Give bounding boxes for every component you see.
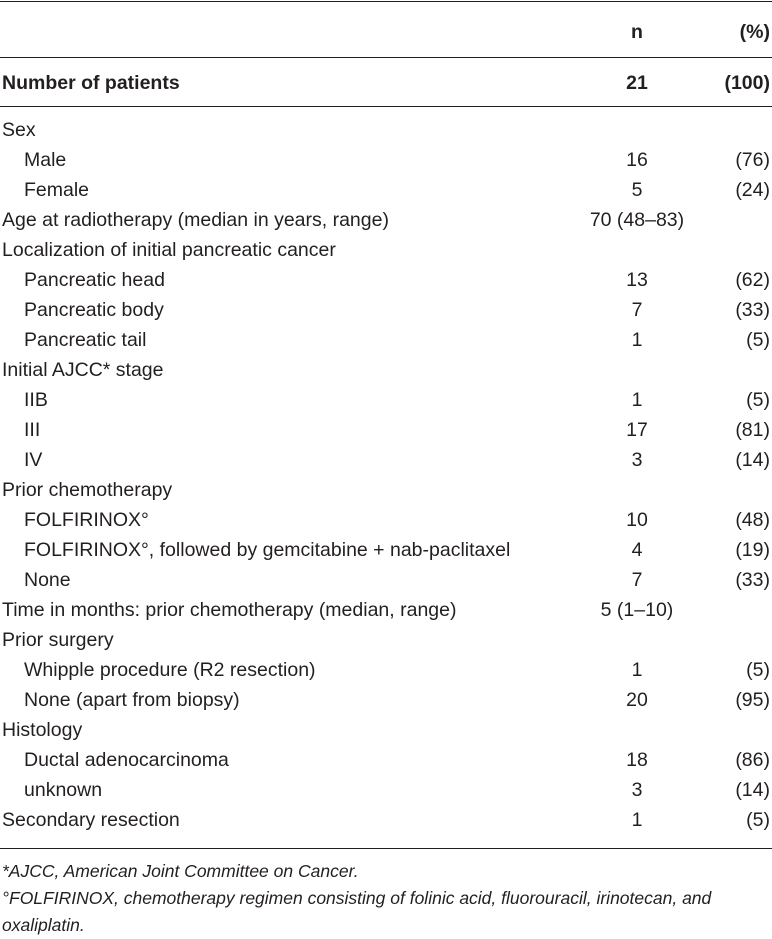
total-n: 21 xyxy=(626,72,648,94)
row-label: FOLFIRINOX° xyxy=(24,509,149,531)
row-label: IV xyxy=(24,449,43,471)
header-pct: (%) xyxy=(739,21,770,43)
table-row xyxy=(0,295,772,325)
row-label: Pancreatic head xyxy=(24,269,165,291)
row-label: Ductal adenocarcinoma xyxy=(24,749,229,771)
row-pct: (81) xyxy=(735,419,770,441)
table-row xyxy=(0,235,772,265)
table-row xyxy=(0,715,772,745)
row-label: Secondary resection xyxy=(2,809,180,831)
header-n: n xyxy=(631,21,643,43)
row-pct: (86) xyxy=(735,749,770,771)
table-row xyxy=(0,175,772,205)
row-label: Prior surgery xyxy=(2,629,114,651)
table-row xyxy=(0,265,772,295)
row-label: Sex xyxy=(2,119,36,141)
row-n: 1 xyxy=(631,659,643,681)
table-row xyxy=(0,805,772,835)
row-pct: (76) xyxy=(735,149,770,171)
row-n: 1 xyxy=(631,329,643,351)
row-pct: (62) xyxy=(735,269,770,291)
table-row xyxy=(0,565,772,595)
row-n: 20 xyxy=(626,689,648,711)
row-n: 3 xyxy=(631,779,643,801)
bottom-rule xyxy=(0,848,772,849)
row-label: Histology xyxy=(2,719,83,741)
row-pct: (5) xyxy=(746,809,770,831)
table-row xyxy=(0,115,772,145)
table-row xyxy=(0,595,772,625)
row-pct: (5) xyxy=(746,329,770,351)
row-pct: (14) xyxy=(735,449,770,471)
top-rule xyxy=(0,1,772,2)
footnote-ajcc: *AJCC, American Joint Committee on Cancer. xyxy=(2,861,359,881)
row-label: Whipple procedure (R2 resection) xyxy=(24,659,316,681)
row-label: IIB xyxy=(24,389,48,411)
row-n: 4 xyxy=(631,539,643,561)
header-rule xyxy=(0,57,772,58)
table-row xyxy=(0,325,772,355)
row-n: 7 xyxy=(631,569,643,591)
row-pct: (5) xyxy=(746,659,770,681)
table-row xyxy=(0,655,772,685)
row-label: Female xyxy=(24,179,90,201)
table-row xyxy=(0,385,772,415)
row-pct: (33) xyxy=(735,299,770,321)
row-pct: (24) xyxy=(735,179,770,201)
row-label: FOLFIRINOX°, followed by gemcitabine + nab-paclitaxel xyxy=(24,539,511,561)
table-row xyxy=(0,535,772,565)
row-label: Pancreatic tail xyxy=(24,329,147,351)
row-pct: (5) xyxy=(746,389,770,411)
table-row xyxy=(0,205,772,235)
row-n: 17 xyxy=(626,419,648,441)
table-header xyxy=(0,12,772,52)
row-n: 1 xyxy=(631,389,643,411)
row-n: 16 xyxy=(626,149,648,171)
total-pct: (100) xyxy=(724,72,770,94)
table-row xyxy=(0,475,772,505)
row-n: 18 xyxy=(626,749,648,771)
row-label: III xyxy=(24,419,41,441)
table-row xyxy=(0,625,772,655)
table-row xyxy=(0,445,772,475)
row-label: Age at radiotherapy (median in years, range) xyxy=(2,209,389,231)
row-pct: (33) xyxy=(735,569,770,591)
footnote-folfirinox: °FOLFIRINOX, chemotherapy regimen consisting of folinic acid, fluorouracil, irinotecan, and oxaliplatin. xyxy=(2,888,712,935)
row-label: None (apart from biopsy) xyxy=(24,689,240,711)
row-label: Initial AJCC* stage xyxy=(2,359,164,381)
row-label: Localization of initial pancreatic cancer xyxy=(2,239,336,261)
row-label: Prior chemotherapy xyxy=(2,479,173,501)
total-label: Number of patients xyxy=(2,72,180,94)
table-row xyxy=(0,415,772,445)
row-pct: (14) xyxy=(735,779,770,801)
row-pct: (48) xyxy=(735,509,770,531)
row-n: 7 xyxy=(631,299,643,321)
row-label: Time in months: prior chemotherapy (median, range) xyxy=(2,599,457,621)
table-row xyxy=(0,505,772,535)
table-row xyxy=(0,775,772,805)
table-row xyxy=(0,745,772,775)
row-pct: (95) xyxy=(735,689,770,711)
total-row xyxy=(0,68,772,98)
table-row xyxy=(0,145,772,175)
row-pct: (19) xyxy=(735,539,770,561)
table-row xyxy=(0,355,772,385)
row-label: Pancreatic body xyxy=(24,299,164,321)
row-n: 10 xyxy=(626,509,648,531)
row-n: 3 xyxy=(631,449,643,471)
row-n: 5 xyxy=(631,179,643,201)
row-n: 13 xyxy=(626,269,648,291)
table-row xyxy=(0,685,772,715)
row-n: 1 xyxy=(631,809,643,831)
row-label: None xyxy=(24,569,71,591)
row-label: Male xyxy=(24,149,67,171)
row-n: 5 (1–10) xyxy=(600,599,674,621)
row-label: unknown xyxy=(24,779,103,801)
row-n: 70 (48–83) xyxy=(589,209,685,231)
total-rule xyxy=(0,106,772,107)
